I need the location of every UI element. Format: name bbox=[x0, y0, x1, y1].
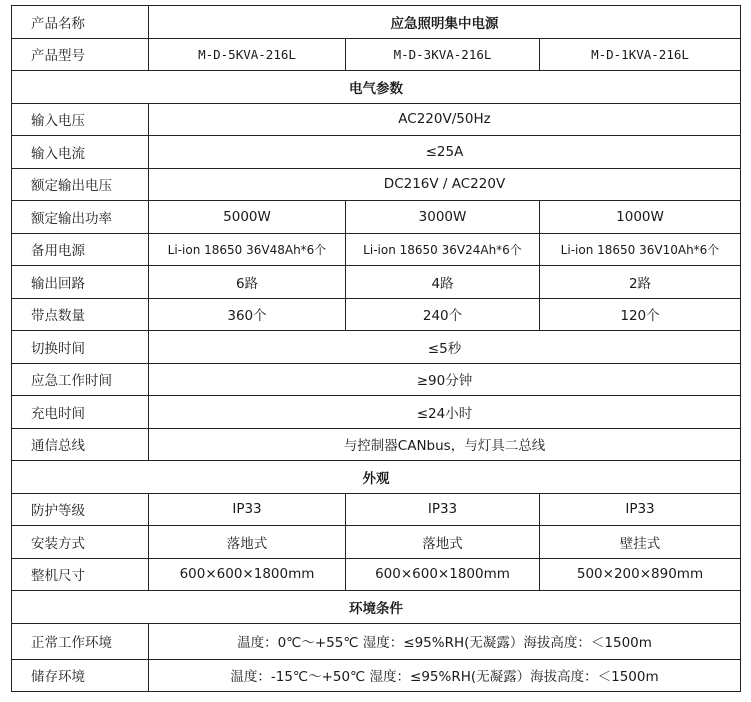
product-model-label: 产品型号 bbox=[12, 38, 149, 71]
section-appearance bbox=[12, 461, 741, 494]
output-circuits-3kva: 4路 bbox=[346, 266, 540, 299]
emergency-time-value: ≥90分钟 bbox=[149, 363, 741, 396]
output-circuits-5kva: 6路 bbox=[149, 266, 346, 299]
dimensions-3kva: 600×600×1800mm bbox=[346, 558, 540, 591]
row-switch-time bbox=[12, 331, 741, 364]
output-circuits-label: 输出回路 bbox=[12, 266, 149, 299]
input-current-label: 输入电流 bbox=[12, 136, 149, 169]
row-product-name bbox=[12, 6, 741, 39]
input-voltage-label: 输入电压 bbox=[12, 103, 149, 136]
section-appearance-title: 外观 bbox=[12, 461, 741, 494]
section-electrical bbox=[12, 71, 741, 104]
storage-env-label: 储存环境 bbox=[12, 659, 149, 692]
spec-table bbox=[11, 5, 741, 692]
normal-env-label: 正常工作环境 bbox=[12, 623, 149, 659]
protection-5kva: IP33 bbox=[149, 493, 346, 526]
switch-time-label: 切换时间 bbox=[12, 331, 149, 364]
row-input-voltage bbox=[12, 103, 741, 136]
charge-time-value: ≤24小时 bbox=[149, 396, 741, 429]
model-1kva: M-D-1KVA-216L bbox=[540, 38, 741, 71]
rated-output-voltage-label: 额定输出电压 bbox=[12, 168, 149, 201]
row-rated-output-voltage bbox=[12, 168, 741, 201]
row-comm-bus bbox=[12, 428, 741, 461]
row-protection bbox=[12, 493, 741, 526]
installation-1kva: 壁挂式 bbox=[540, 526, 741, 559]
rated-output-power-label: 额定输出功率 bbox=[12, 201, 149, 234]
charge-time-label: 充电时间 bbox=[12, 396, 149, 429]
section-environment bbox=[12, 591, 741, 624]
point-count-1kva: 120个 bbox=[540, 298, 741, 331]
rated-output-power-3kva: 3000W bbox=[346, 201, 540, 234]
dimensions-5kva: 600×600×1800mm bbox=[149, 558, 346, 591]
row-backup-power bbox=[12, 233, 741, 266]
model-3kva: M-D-3KVA-216L bbox=[346, 38, 540, 71]
backup-power-3kva: Li-ion 18650 36V24Ah*6个 bbox=[346, 233, 540, 266]
switch-time-value: ≤5秒 bbox=[149, 331, 741, 364]
protection-label: 防护等级 bbox=[12, 493, 149, 526]
emergency-time-label: 应急工作时间 bbox=[12, 363, 149, 396]
comm-bus-label: 通信总线 bbox=[12, 428, 149, 461]
backup-power-1kva: Li-ion 18650 36V10Ah*6个 bbox=[540, 233, 741, 266]
output-circuits-1kva: 2路 bbox=[540, 266, 741, 299]
section-environment-title: 环境条件 bbox=[12, 591, 741, 624]
installation-5kva: 落地式 bbox=[149, 526, 346, 559]
rated-output-voltage-value: DC216V / AC220V bbox=[149, 168, 741, 201]
row-emergency-time bbox=[12, 363, 741, 396]
point-count-3kva: 240个 bbox=[346, 298, 540, 331]
installation-3kva: 落地式 bbox=[346, 526, 540, 559]
dimensions-1kva: 500×200×890mm bbox=[540, 558, 741, 591]
backup-power-label: 备用电源 bbox=[12, 233, 149, 266]
section-electrical-title: 电气参数 bbox=[12, 71, 741, 104]
row-input-current bbox=[12, 136, 741, 169]
row-installation bbox=[12, 526, 741, 559]
protection-1kva: IP33 bbox=[540, 493, 741, 526]
row-output-circuits bbox=[12, 266, 741, 299]
product-name-label: 产品名称 bbox=[12, 6, 149, 39]
protection-3kva: IP33 bbox=[346, 493, 540, 526]
point-count-label: 带点数量 bbox=[12, 298, 149, 331]
comm-bus-value: 与控制器CANbus，与灯具二总线 bbox=[149, 428, 741, 461]
product-name-value: 应急照明集中电源 bbox=[149, 6, 741, 39]
row-rated-output-power bbox=[12, 201, 741, 234]
row-charge-time bbox=[12, 396, 741, 429]
row-storage-env bbox=[12, 659, 741, 692]
rated-output-power-5kva: 5000W bbox=[149, 201, 346, 234]
installation-label: 安装方式 bbox=[12, 526, 149, 559]
dimensions-label: 整机尺寸 bbox=[12, 558, 149, 591]
backup-power-5kva: Li-ion 18650 36V48Ah*6个 bbox=[149, 233, 346, 266]
point-count-5kva: 360个 bbox=[149, 298, 346, 331]
model-5kva: M-D-5KVA-216L bbox=[149, 38, 346, 71]
normal-env-value: 温度：0℃～+55℃ 湿度：≤95%RH(无凝露）海拔高度：＜1500m bbox=[149, 623, 741, 659]
storage-env-value: 温度：-15℃～+50℃ 湿度：≤95%RH(无凝露）海拔高度：＜1500m bbox=[149, 659, 741, 692]
row-dimensions bbox=[12, 558, 741, 591]
row-normal-env bbox=[12, 623, 741, 659]
row-product-model bbox=[12, 38, 741, 71]
row-point-count bbox=[12, 298, 741, 331]
rated-output-power-1kva: 1000W bbox=[540, 201, 741, 234]
input-voltage-value: AC220V/50Hz bbox=[149, 103, 741, 136]
input-current-value: ≤25A bbox=[149, 136, 741, 169]
